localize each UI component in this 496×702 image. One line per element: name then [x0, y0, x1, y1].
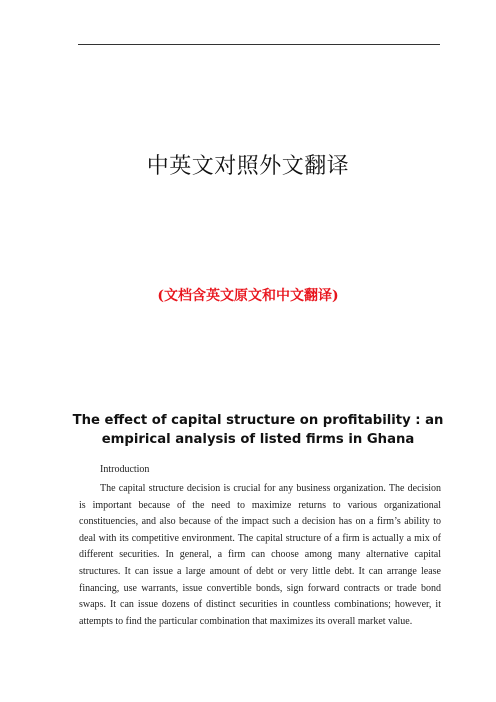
header-rule [78, 44, 440, 45]
document-title-chinese: 中英文对照外文翻译 [146, 154, 350, 179]
article-title: The effect of capital structure on profitability : an empirical analysis of listed firms in Ghana [72, 413, 444, 447]
section-heading-introduction: Introduction [100, 464, 150, 475]
document-subtitle-chinese: (文档含英文原文和中文翻译) [157, 288, 339, 304]
body-paragraph: The capital structure decision is crucial for any business organization. The decision is important because of the need to maximize returns to various organizational constituencies, and also because of the impact such a decision has on a firm’s ability to deal with its competitive environment. The capital structure of a firm is actually a mix of different securities. In general, a firm can choose among many alternative capital structures. It can issue a large amount of debt or very little debt. It can arrange lease financing, use warrants, issue convertible bonds, sign forward contracts or trade bond swaps. It can issue dozens of distinct securities in countless combinations; however, it attempts to find the particular combination that maximizes its overall market value. [79, 483, 441, 627]
